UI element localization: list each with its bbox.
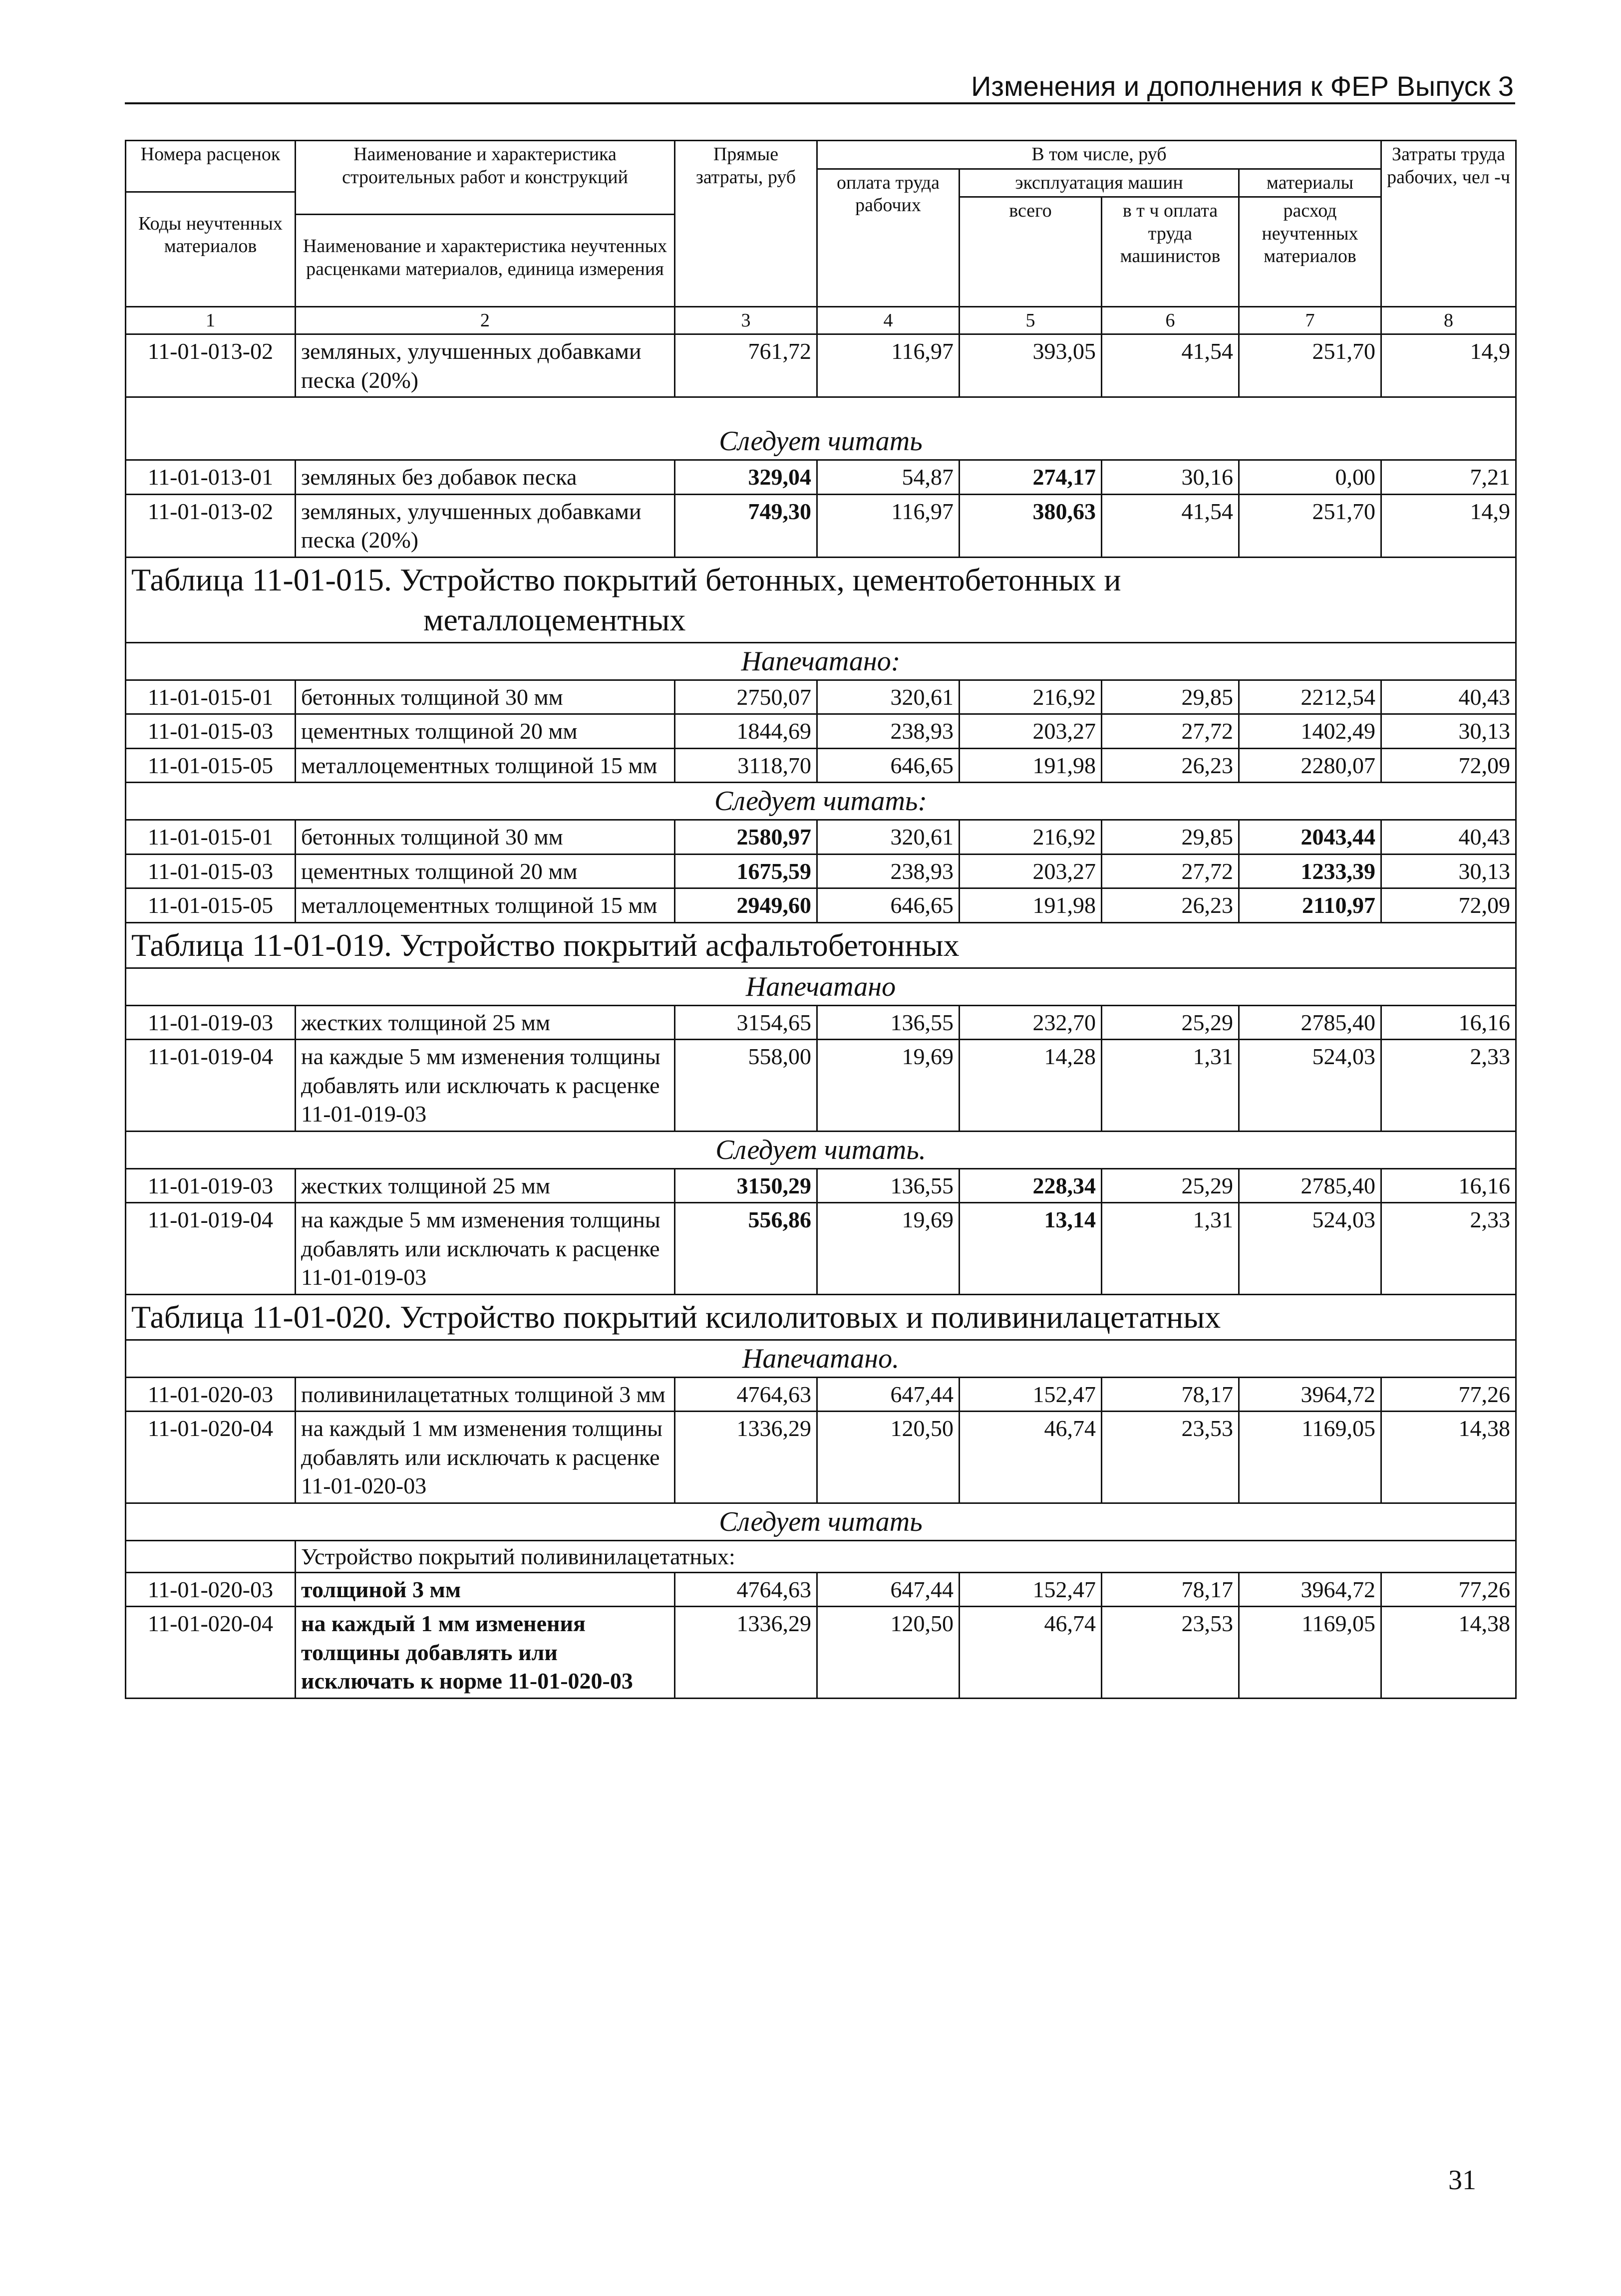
table-row — [126, 334, 1516, 397]
cell-direct-cost: 2750,07 — [675, 680, 817, 714]
cell-materials: 2785,40 — [1239, 1168, 1381, 1203]
cell-labor-pay: 238,93 — [817, 854, 960, 888]
cell-machines-total: 228,34 — [960, 1168, 1102, 1203]
cell-direct-cost: 1336,29 — [675, 1412, 817, 1503]
cell-materials: 1169,05 — [1239, 1607, 1381, 1699]
cell-direct-cost: 761,72 — [675, 334, 817, 397]
cell-materials: 251,70 — [1239, 494, 1381, 557]
table-row — [126, 460, 1516, 495]
table-title-line: металлоцементных — [423, 601, 686, 637]
cell-labor-hours: 16,16 — [1381, 1168, 1516, 1203]
table-title-line: Таблица 11-01-015. Устройство покрытий бетонных, цементобетонных и — [131, 562, 1121, 597]
cell-labor-pay: 116,97 — [817, 334, 960, 397]
cell-machinists-pay: 26,23 — [1102, 888, 1239, 923]
table-title — [126, 557, 1516, 642]
cell-machines-total: 216,92 — [960, 680, 1102, 714]
cell-labor-pay: 320,61 — [817, 680, 960, 714]
rate-code: 11-01-015-01 — [126, 820, 296, 855]
rate-code: 11-01-020-03 — [126, 1572, 296, 1607]
cell-materials: 251,70 — [1239, 334, 1381, 397]
column-number: 6 — [1102, 307, 1239, 334]
table-row — [126, 748, 1516, 783]
rate-code: 11-01-015-03 — [126, 714, 296, 749]
cell-machines-total: 274,17 — [960, 460, 1102, 495]
cell-labor-pay: 120,50 — [817, 1607, 960, 1699]
cell-machines-total: 203,27 — [960, 854, 1102, 888]
col-header-2a: Наименование и характеристика строительных работ и конструкций — [342, 144, 628, 188]
printed-label: Напечатано. — [126, 1340, 1516, 1377]
cell-machinists-pay: 23,53 — [1102, 1607, 1239, 1699]
rate-code: 11-01-019-04 — [126, 1040, 296, 1132]
cell-machinists-pay: 78,17 — [1102, 1572, 1239, 1607]
rate-code: 11-01-015-03 — [126, 854, 296, 888]
cell-materials: 3964,72 — [1239, 1572, 1381, 1607]
cell-labor-hours: 30,13 — [1381, 714, 1516, 749]
column-number-row — [126, 307, 1516, 334]
cell-materials: 524,03 — [1239, 1203, 1381, 1295]
table-title: Таблица 11-01-020. Устройство покрытий ксилолитовых и поливинилацетатных — [126, 1294, 1516, 1340]
col-header-materials: материалы — [1239, 169, 1381, 197]
cell-labor-pay: 647,44 — [817, 1572, 960, 1607]
cell-machines-total: 13,14 — [960, 1203, 1102, 1295]
rate-code: 11-01-020-04 — [126, 1412, 296, 1503]
rate-code: 11-01-013-01 — [126, 460, 296, 495]
work-name: на каждый 1 мм изменения толщины добавлять или исключать к расценке 11-01-020-03 — [296, 1412, 675, 1503]
cell-direct-cost: 1336,29 — [675, 1607, 817, 1699]
cell-materials: 0,00 — [1239, 460, 1381, 495]
work-name: жестких толщиной 25 мм — [296, 1005, 675, 1040]
cell-labor-pay: 19,69 — [817, 1203, 960, 1295]
col-header-4: оплата труда рабочих — [817, 169, 960, 307]
work-name: земляных, улучшенных добавками песка (20%) — [296, 334, 675, 397]
cell-labor-pay: 136,55 — [817, 1005, 960, 1040]
table-row — [126, 1377, 1516, 1412]
cell-labor-pay: 116,97 — [817, 494, 960, 557]
group-heading-spacer — [126, 1540, 296, 1572]
cell-labor-hours: 14,9 — [1381, 334, 1516, 397]
read-as-label: Следует читать — [126, 397, 1516, 460]
cell-labor-hours: 30,13 — [1381, 854, 1516, 888]
cell-direct-cost: 749,30 — [675, 494, 817, 557]
table-row — [126, 1040, 1516, 1132]
col-header-1b: Коды неучтенных материалов — [138, 213, 283, 257]
col-header-7: расход неучтенных материалов — [1239, 197, 1381, 307]
section-title-row — [126, 922, 1516, 968]
cell-labor-hours: 77,26 — [1381, 1572, 1516, 1607]
section-subheading — [126, 1131, 1516, 1168]
cell-machinists-pay: 27,72 — [1102, 714, 1239, 749]
cell-machines-total: 380,63 — [960, 494, 1102, 557]
read-as-label: Следует читать — [126, 1503, 1516, 1540]
group-heading-row — [126, 1540, 1516, 1572]
cell-labor-hours: 16,16 — [1381, 1005, 1516, 1040]
work-name: металлоцементных толщиной 15 мм — [296, 748, 675, 783]
column-number: 3 — [675, 307, 817, 334]
col-header-group: В том числе, руб — [817, 141, 1381, 169]
rate-code: 11-01-015-05 — [126, 888, 296, 923]
section-subheading — [126, 642, 1516, 680]
cell-machines-total: 191,98 — [960, 888, 1102, 923]
printed-label: Напечатано: — [126, 642, 1516, 680]
cell-materials: 1169,05 — [1239, 1412, 1381, 1503]
section-subheading — [126, 968, 1516, 1005]
cell-labor-pay: 647,44 — [817, 1377, 960, 1412]
cell-labor-pay: 646,65 — [817, 748, 960, 783]
rate-code: 11-01-013-02 — [126, 334, 296, 397]
table-row — [126, 1203, 1516, 1295]
cell-machinists-pay: 1,31 — [1102, 1203, 1239, 1295]
rate-code: 11-01-013-02 — [126, 494, 296, 557]
table-row — [126, 1412, 1516, 1503]
col-header-1 — [126, 141, 296, 307]
section-title-row — [126, 557, 1516, 642]
rate-code: 11-01-020-04 — [126, 1607, 296, 1699]
cell-machines-total: 191,98 — [960, 748, 1102, 783]
col-header-1a: Номера расценок — [140, 144, 281, 165]
work-name: на каждые 5 мм изменения толщины добавлять или исключать к расценке 11-01-019-03 — [296, 1040, 675, 1132]
cell-direct-cost: 3118,70 — [675, 748, 817, 783]
cell-machines-total: 14,28 — [960, 1040, 1102, 1132]
column-number: 2 — [296, 307, 675, 334]
page-header-title: Изменения и дополнения к ФЕР Выпуск 3 — [971, 70, 1514, 102]
cell-materials: 2212,54 — [1239, 680, 1381, 714]
cell-machinists-pay: 41,54 — [1102, 494, 1239, 557]
page-number: 31 — [1448, 2165, 1476, 2196]
col-header-8: Затраты труда рабочих, чел -ч — [1381, 141, 1516, 307]
col-header-machines: эксплуатация машин — [960, 169, 1239, 197]
cell-machines-total: 232,70 — [960, 1005, 1102, 1040]
cell-machinists-pay: 78,17 — [1102, 1377, 1239, 1412]
cell-labor-hours: 14,38 — [1381, 1607, 1516, 1699]
rate-code: 11-01-019-04 — [126, 1203, 296, 1295]
cell-machinists-pay: 29,85 — [1102, 820, 1239, 855]
cell-labor-hours: 72,09 — [1381, 888, 1516, 923]
cell-labor-hours: 2,33 — [1381, 1040, 1516, 1132]
cell-direct-cost: 4764,63 — [675, 1377, 817, 1412]
work-name: бетонных толщиной 30 мм — [296, 820, 675, 855]
read-as-label: Следует читать: — [126, 783, 1516, 820]
cell-labor-hours: 7,21 — [1381, 460, 1516, 495]
table-row — [126, 494, 1516, 557]
work-name: на каждые 5 мм изменения толщины добавлять или исключать к расценке 11-01-019-03 — [296, 1203, 675, 1295]
work-name: земляных без добавок песка — [296, 460, 675, 495]
cell-machinists-pay: 25,29 — [1102, 1168, 1239, 1203]
cell-machinists-pay: 27,72 — [1102, 854, 1239, 888]
cell-machines-total: 393,05 — [960, 334, 1102, 397]
work-name: земляных, улучшенных добавками песка (20%) — [296, 494, 675, 557]
cell-labor-pay: 238,93 — [817, 714, 960, 749]
cell-direct-cost: 558,00 — [675, 1040, 817, 1132]
cell-labor-hours: 14,9 — [1381, 494, 1516, 557]
cell-direct-cost: 1844,69 — [675, 714, 817, 749]
section-subheading — [126, 1340, 1516, 1377]
cell-labor-pay: 54,87 — [817, 460, 960, 495]
cell-direct-cost: 3154,65 — [675, 1005, 817, 1040]
cell-machines-total: 46,74 — [960, 1412, 1102, 1503]
cell-machinists-pay: 23,53 — [1102, 1412, 1239, 1503]
cell-machines-total: 152,47 — [960, 1377, 1102, 1412]
work-name: толщиной 3 мм — [296, 1572, 675, 1607]
cell-materials: 3964,72 — [1239, 1377, 1381, 1412]
work-name: поливинилацетатных толщиной 3 мм — [296, 1377, 675, 1412]
table-row — [126, 1572, 1516, 1607]
work-name: жестких толщиной 25 мм — [296, 1168, 675, 1203]
cell-machinists-pay: 25,29 — [1102, 1005, 1239, 1040]
rate-code: 11-01-019-03 — [126, 1005, 296, 1040]
cell-labor-pay: 136,55 — [817, 1168, 960, 1203]
work-name: цементных толщиной 20 мм — [296, 854, 675, 888]
cell-materials: 2280,07 — [1239, 748, 1381, 783]
cell-labor-pay: 120,50 — [817, 1412, 960, 1503]
cell-materials: 2785,40 — [1239, 1005, 1381, 1040]
cell-direct-cost: 1675,59 — [675, 854, 817, 888]
column-number: 5 — [960, 307, 1102, 334]
cell-materials: 2043,44 — [1239, 820, 1381, 855]
cell-materials: 1233,39 — [1239, 854, 1381, 888]
cell-direct-cost: 329,04 — [675, 460, 817, 495]
cell-labor-hours: 72,09 — [1381, 748, 1516, 783]
cell-labor-hours: 77,26 — [1381, 1377, 1516, 1412]
table-row — [126, 820, 1516, 855]
column-number: 7 — [1239, 307, 1381, 334]
cell-machinists-pay: 1,31 — [1102, 1040, 1239, 1132]
section-title-row — [126, 1294, 1516, 1340]
cell-machines-total: 203,27 — [960, 714, 1102, 749]
column-number: 8 — [1381, 307, 1516, 334]
col-header-3: Прямые затраты, руб — [675, 141, 817, 307]
table-row — [126, 714, 1516, 749]
cell-machinists-pay: 41,54 — [1102, 334, 1239, 397]
printed-label: Напечатано — [126, 968, 1516, 1005]
cell-labor-pay: 19,69 — [817, 1040, 960, 1132]
table-title: Таблица 11-01-019. Устройство покрытий асфальтобетонных — [126, 922, 1516, 968]
cell-machinists-pay: 30,16 — [1102, 460, 1239, 495]
section-subheading — [126, 397, 1516, 460]
column-number: 1 — [126, 307, 296, 334]
cell-machines-total: 152,47 — [960, 1572, 1102, 1607]
cell-direct-cost: 2580,97 — [675, 820, 817, 855]
rate-code: 11-01-015-05 — [126, 748, 296, 783]
cell-machinists-pay: 26,23 — [1102, 748, 1239, 783]
col-header-5: всего — [960, 197, 1102, 307]
column-number: 4 — [817, 307, 960, 334]
col-header-2 — [296, 141, 675, 307]
table-row — [126, 1168, 1516, 1203]
cell-labor-hours: 14,38 — [1381, 1412, 1516, 1503]
rate-code: 11-01-020-03 — [126, 1377, 296, 1412]
cell-machines-total: 46,74 — [960, 1607, 1102, 1699]
cell-direct-cost: 2949,60 — [675, 888, 817, 923]
cell-machinists-pay: 29,85 — [1102, 680, 1239, 714]
cell-materials: 2110,97 — [1239, 888, 1381, 923]
cell-labor-pay: 646,65 — [817, 888, 960, 923]
col-header-6: в т ч оплата труда машинистов — [1102, 197, 1239, 307]
work-name: цементных толщиной 20 мм — [296, 714, 675, 749]
work-name: бетонных толщиной 30 мм — [296, 680, 675, 714]
table-row — [126, 680, 1516, 714]
cell-direct-cost: 4764,63 — [675, 1572, 817, 1607]
cell-direct-cost: 556,86 — [675, 1203, 817, 1295]
cell-labor-hours: 40,43 — [1381, 680, 1516, 714]
section-subheading — [126, 783, 1516, 820]
rate-code: 11-01-015-01 — [126, 680, 296, 714]
read-as-label: Следует читать. — [126, 1131, 1516, 1168]
group-heading: Устройство покрытий поливинилацетатных: — [296, 1540, 1516, 1572]
table-header-row — [126, 141, 1516, 169]
table-row — [126, 1005, 1516, 1040]
rate-code: 11-01-019-03 — [126, 1168, 296, 1203]
cell-materials: 524,03 — [1239, 1040, 1381, 1132]
header-rule — [125, 102, 1515, 104]
cell-direct-cost: 3150,29 — [675, 1168, 817, 1203]
rates-table — [125, 140, 1517, 1699]
cell-labor-hours: 2,33 — [1381, 1203, 1516, 1295]
table-row — [126, 1607, 1516, 1699]
cell-machines-total: 216,92 — [960, 820, 1102, 855]
col-header-2b: Наименование и характеристика неучтенных расценками материалов, единица измерения — [303, 236, 667, 280]
cell-materials: 1402,49 — [1239, 714, 1381, 749]
cell-labor-hours: 40,43 — [1381, 820, 1516, 855]
cell-labor-pay: 320,61 — [817, 820, 960, 855]
work-name: металлоцементных толщиной 15 мм — [296, 888, 675, 923]
table-row — [126, 854, 1516, 888]
work-name: на каждый 1 мм изменения толщины добавлять или исключать к норме 11-01-020-03 — [296, 1607, 675, 1699]
table-row — [126, 888, 1516, 923]
section-subheading — [126, 1503, 1516, 1540]
